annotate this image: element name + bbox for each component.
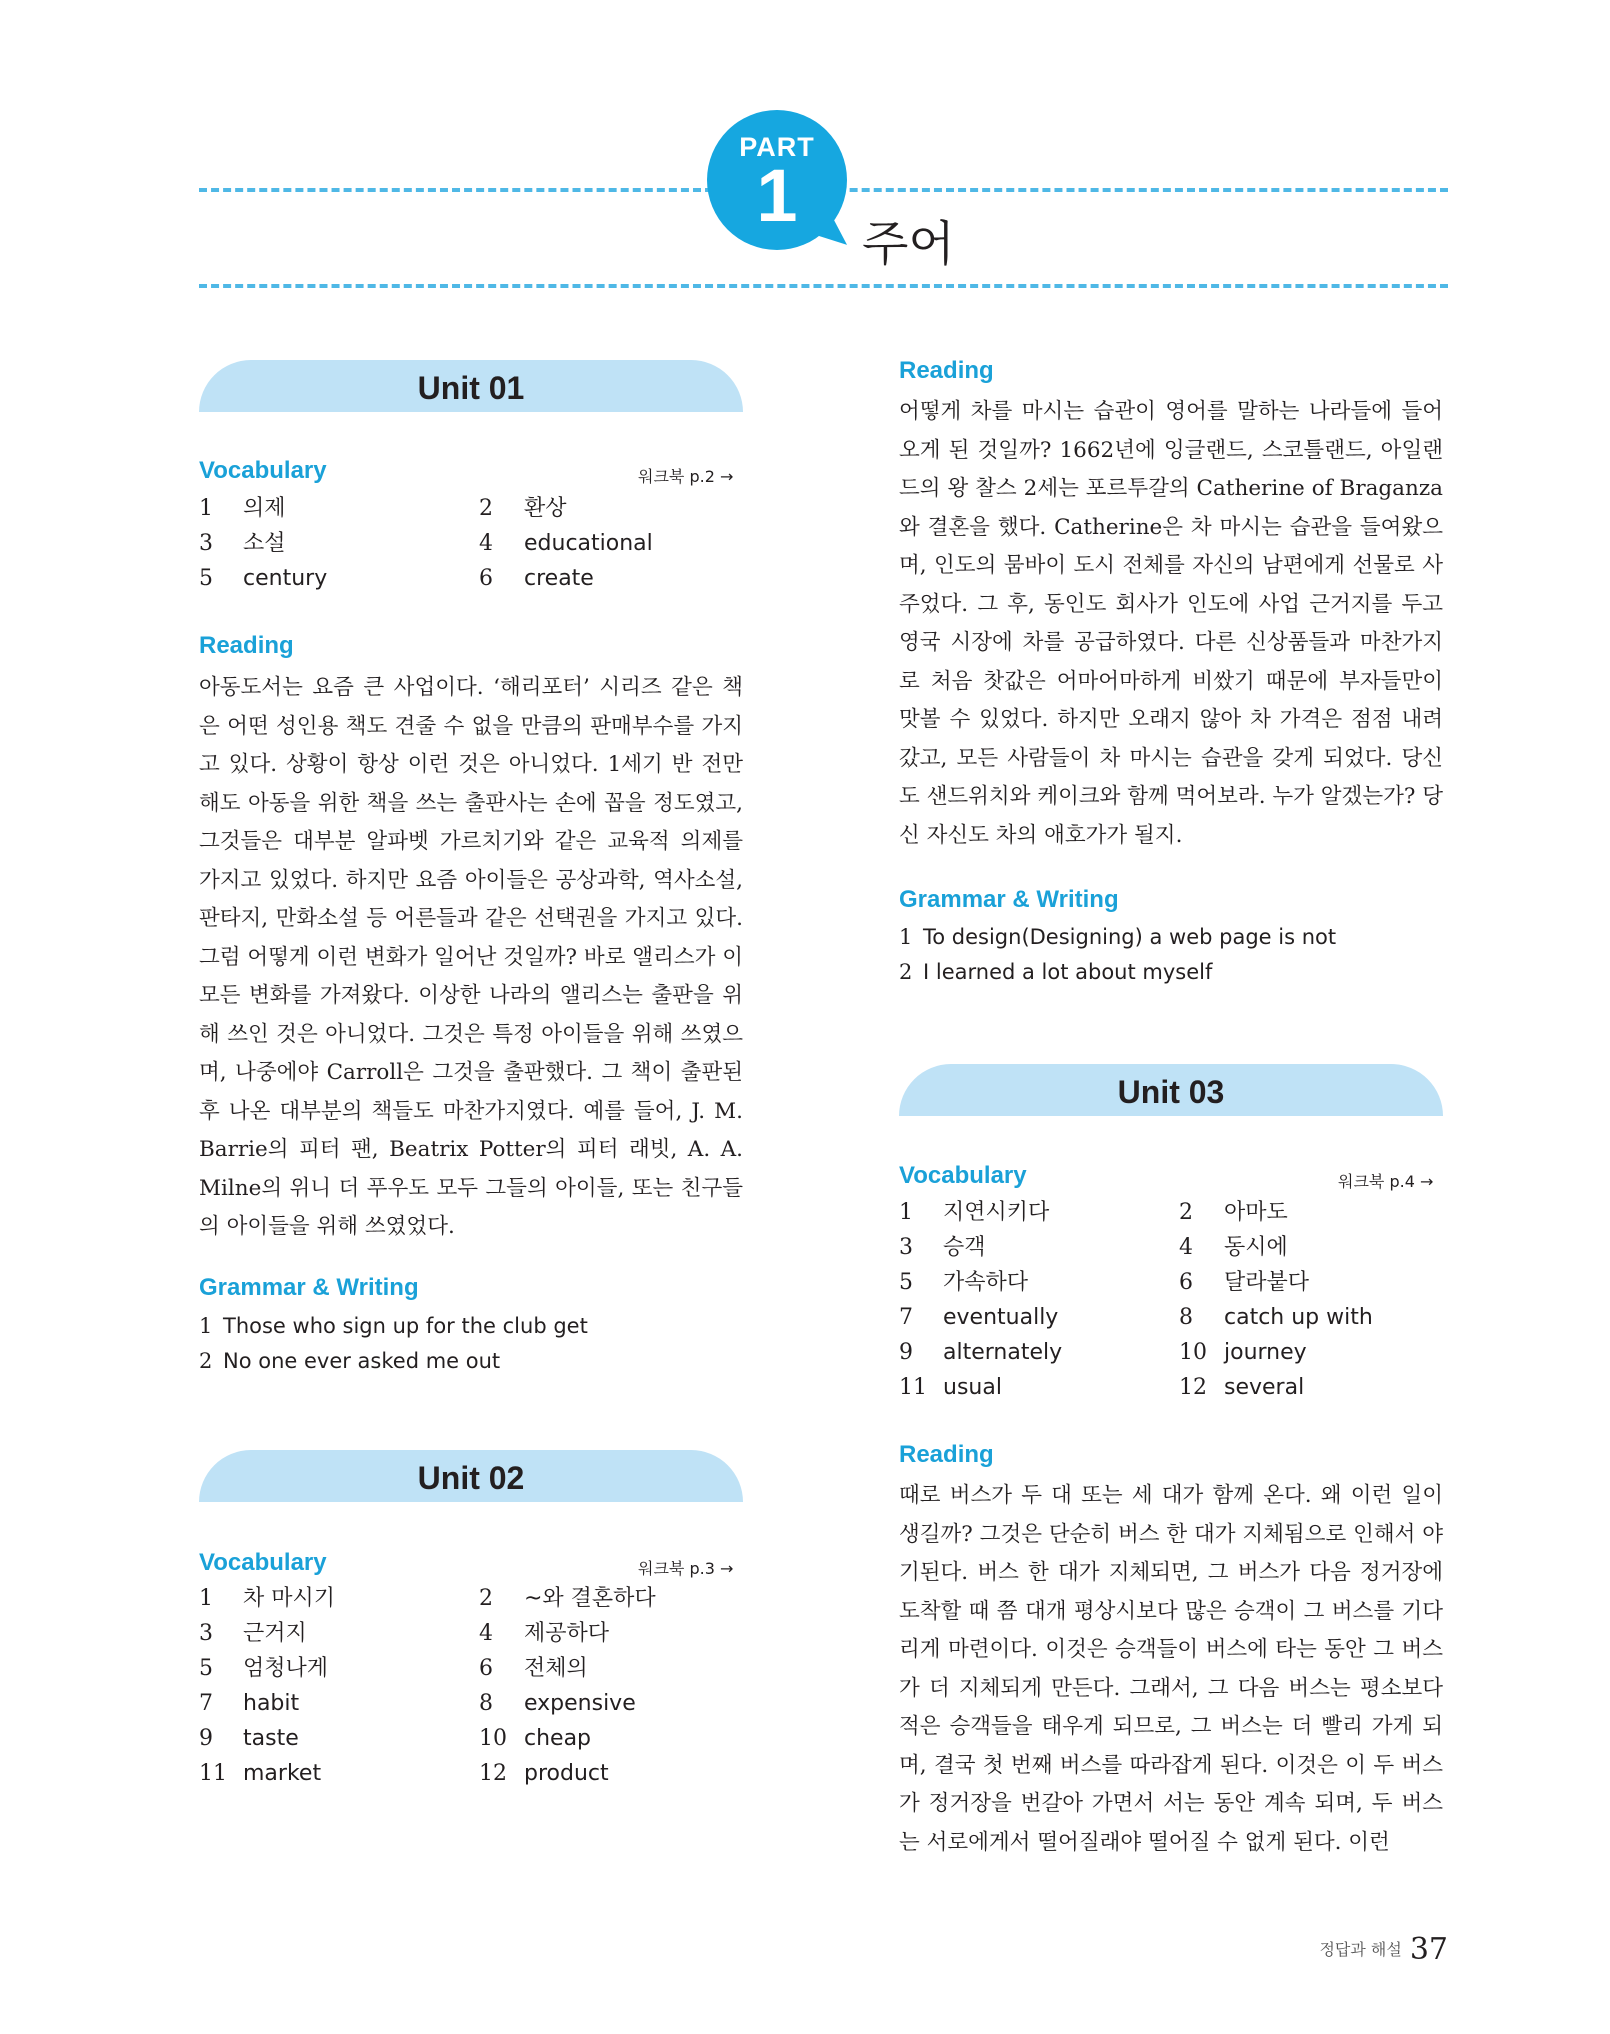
unit-02-grammar-list: [899, 920, 1443, 990]
vocab-number: 12: [479, 1761, 507, 1786]
grammar-item: [899, 955, 1443, 990]
vocab-word: create: [524, 566, 594, 591]
vocab-number: 3: [899, 1235, 913, 1260]
unit-03-banner: Unit 03: [899, 1064, 1443, 1116]
vocab-row: [899, 1300, 1443, 1335]
vocab-number: 1: [199, 496, 213, 521]
vocab-number: 12: [1179, 1375, 1207, 1400]
vocab-word: 환상: [524, 496, 567, 521]
unit-01-reading-heading: Reading: [199, 632, 294, 659]
vocab-row: [199, 1756, 743, 1791]
vocab-row: [899, 1195, 1443, 1230]
vocab-number: 10: [1179, 1340, 1207, 1365]
unit-02-vocab-list: [199, 1581, 743, 1791]
vocab-number: 5: [199, 1656, 213, 1681]
footer-label: 정답과 해설: [1319, 1940, 1402, 1959]
vocab-number: 3: [199, 531, 213, 556]
vocab-word: cheap: [524, 1726, 592, 1751]
vocab-number: 2: [1179, 1200, 1193, 1225]
vocab-number: 4: [1179, 1235, 1193, 1260]
vocab-number: 7: [199, 1691, 213, 1716]
unit-02-grammar-heading: Grammar & Writing: [899, 886, 1119, 913]
vocab-word: educational: [524, 531, 653, 556]
vocab-number: 7: [899, 1305, 913, 1330]
vocab-number: 2: [479, 1586, 493, 1611]
vocab-word: alternately: [943, 1340, 1063, 1365]
vocab-number: 5: [899, 1270, 913, 1295]
grammar-number: 1: [899, 925, 913, 949]
unit-03-vocab-list: [899, 1195, 1443, 1405]
vocab-word: century: [243, 566, 328, 591]
vocab-row: [899, 1230, 1443, 1265]
vocab-row: [199, 1651, 743, 1686]
part-number: 1: [756, 154, 798, 237]
vocab-number: 1: [199, 1586, 213, 1611]
grammar-answer: To design(Designing) a web page is not: [923, 925, 1337, 949]
vocab-word: catch up with: [1224, 1305, 1373, 1330]
vocab-number: 8: [1179, 1305, 1193, 1330]
part-label: PART: [739, 132, 815, 162]
grammar-answer: I learned a lot about myself: [923, 960, 1213, 984]
vocab-number: 8: [479, 1691, 493, 1716]
vocab-word: expensive: [524, 1691, 636, 1716]
vocab-word: 제공하다: [524, 1621, 610, 1646]
vocab-row: [199, 1686, 743, 1721]
vocab-number: 6: [479, 566, 493, 591]
grammar-number: 2: [199, 1349, 213, 1373]
vocab-word: 가속하다: [943, 1270, 1029, 1295]
vocab-number: 2: [479, 496, 493, 521]
vocab-number: 9: [899, 1340, 913, 1365]
vocab-word: product: [524, 1761, 609, 1786]
grammar-number: 2: [899, 960, 913, 984]
unit-01-reading-text: 아동도서는 요즘 큰 사업이다. ‘해리포터’ 시리즈 같은 책은 어떤 성인용 책도 견줄 수 없을 만큼의 판매부수를 가지고 있다. 상황이 항상 이런 것은 아니었다. 1세기 반 전만 해도 아동을 위한 책을 쓰는 출판사는 손에 꼽을 정도였고, 그것들은 대부분 알파벳 가르치기와 같은 교육적 의제를 가지고 있었다. 하지만 요즘 아이들은 공상과학, 역사소설, 판타지, 만화소설 등 어른들과 같은 선택권을 가지고 있다. 그럼 어떻게 이런 변화가 일어난 것일까? 바로 앨리스가 이 모든 변화를 가져왔다. 이상한 나라의 앨리스는 출판을 위해 쓰인 것은 아니었다. 그것은 특정 아이들을 위해 쓰였으며, 나중에야 Carroll은 그것을 출판했다. 그 책이 출판된 후 나온 대부분의 책들도 마찬가지였다. 예를 들어, J. M. Barrie의 피터 팬, Beatrix Potter의 피터 래빗, A. A. Milne의 위니 더 푸우도 모두 그들의 아이들, 또는 친구들의 아이들을 위해 쓰였었다.: [199, 675, 743, 1239]
vocab-row: [199, 1616, 743, 1651]
vocab-number: 10: [479, 1726, 507, 1751]
unit-01-vocab-heading: Vocabulary: [199, 457, 327, 484]
vocab-word: journey: [1224, 1340, 1307, 1365]
vocab-word: taste: [243, 1726, 299, 1751]
vocab-word: 전체의: [524, 1656, 588, 1681]
vocab-row: [899, 1370, 1443, 1405]
unit-02-vocab-heading: Vocabulary: [199, 1549, 327, 1576]
vocab-word: 근거지: [243, 1621, 307, 1646]
vocab-number: 11: [199, 1761, 227, 1786]
unit-03-vocab-heading: Vocabulary: [899, 1162, 1027, 1189]
vocab-word: several: [1224, 1375, 1305, 1400]
vocab-number: 11: [899, 1375, 927, 1400]
bottom-dashed-rule: [199, 284, 1448, 288]
vocab-word: 지연시키다: [943, 1200, 1050, 1225]
page-number: 37: [1409, 1932, 1448, 1967]
unit-01-banner: Unit 01: [199, 360, 743, 412]
unit-01-grammar-list: [199, 1309, 743, 1379]
vocab-row: [199, 491, 743, 526]
vocab-row: [199, 561, 743, 596]
vocab-word: 아마도: [1224, 1200, 1288, 1225]
vocab-number: 4: [479, 531, 493, 556]
unit-02-banner: Unit 02: [199, 1450, 743, 1502]
unit-02-reading-text: 어떻게 차를 마시는 습관이 영어를 말하는 나라들에 들어오게 된 것일까? 1662년에 잉글랜드, 스코틀랜드, 아일랜드의 왕 찰스 2세는 포르투갈의 Catherine of Braganza와 결혼을 했다. Catherine은 차 마시는 습관을 들여왔으며, 인도의 뭄바이 도시 전체를 자신의 남편에게 선물로 사 주었다. 그 후, 동인도 회사가 인도에 사업 근거지를 두고 영국 시장에 차를 공급하였다. 다른 신상품들과 마찬가지로 처음 찻값은 어마어마하게 비쌌기 때문에 부자들만이 맛볼 수 있었다. 하지만 오래지 않아 차 가격은 점점 내려갔고, 모든 사람들이 차 마시는 습관을 갖게 되었다. 당신도 샌드위치와 케이크와 함께 먹어보라. 누가 알겠는가? 당신 자신도 차의 애호가가 될지.: [899, 399, 1443, 848]
vocab-row: [199, 1721, 743, 1756]
vocab-word: 달라붙다: [1224, 1270, 1310, 1295]
grammar-answer: Those who sign up for the club get: [223, 1314, 588, 1338]
vocab-word: ~와 결혼하다: [524, 1586, 656, 1611]
unit-02-reading-heading: Reading: [899, 357, 994, 384]
grammar-item: [199, 1344, 743, 1379]
unit-01-workbook-ref: 워크북 p.2 →: [638, 467, 734, 486]
vocab-row: [199, 1581, 743, 1616]
unit-03-workbook-ref: 워크북 p.4 →: [1338, 1172, 1434, 1191]
vocab-row: [899, 1265, 1443, 1300]
vocab-number: 4: [479, 1621, 493, 1646]
vocab-word: 승객: [943, 1235, 986, 1260]
unit-01-grammar-heading: Grammar & Writing: [199, 1274, 419, 1301]
grammar-answer: No one ever asked me out: [223, 1349, 501, 1373]
unit-03-reading-heading: Reading: [899, 1441, 994, 1468]
vocab-row: [199, 526, 743, 561]
grammar-item: [899, 920, 1443, 955]
vocab-word: market: [243, 1761, 322, 1786]
vocab-number: 5: [199, 566, 213, 591]
vocab-number: 3: [199, 1621, 213, 1646]
vocab-word: eventually: [943, 1305, 1059, 1330]
vocab-word: 차 마시기: [243, 1586, 336, 1611]
unit-01-vocab-list: [199, 491, 743, 596]
page-footer: [1319, 1932, 1448, 1967]
vocab-number: 1: [899, 1200, 913, 1225]
vocab-word: 동시에: [1224, 1235, 1288, 1260]
unit-03-reading-text: 때로 버스가 두 대 또는 세 대가 함께 온다. 왜 이런 일이 생길까? 그것은 단순히 버스 한 대가 지체됨으로 인해서 야기된다. 버스 한 대가 지체되면, 그 버스가 다음 정거장에 도착할 때 쯤 대개 평상시보다 많은 승객이 그 버스를 기다리게 마련이다. 이것은 승객들이 버스에 타는 동안 그 버스가 더 지체되게 만든다. 그래서, 그 다음 버스는 평소보다 적은 승객들을 태우게 되므로, 그 버스는 더 빨리 가게 되며, 결국 첫 번째 버스를 따라잡게 된다. 이것은 이 두 버스가 정거장을 번갈아 가면서 서는 동안 계속 되며, 두 버스는 서로에게서 떨어질래야 떨어질 수 없게 된다. 이런: [899, 1483, 1443, 1855]
vocab-word: 엄청나게: [243, 1656, 329, 1681]
vocab-word: 의제: [243, 496, 286, 521]
unit-02-workbook-ref: 워크북 p.3 →: [638, 1559, 734, 1578]
vocab-row: [899, 1335, 1443, 1370]
grammar-number: 1: [199, 1314, 213, 1338]
vocab-number: 6: [1179, 1270, 1193, 1295]
vocab-number: 9: [199, 1726, 213, 1751]
grammar-item: [199, 1309, 743, 1344]
part-title: 주어: [862, 216, 955, 272]
part-badge: [707, 110, 847, 250]
vocab-word: 소설: [243, 531, 286, 556]
vocab-word: usual: [943, 1375, 1002, 1400]
vocab-number: 6: [479, 1656, 493, 1681]
vocab-word: habit: [243, 1691, 300, 1716]
